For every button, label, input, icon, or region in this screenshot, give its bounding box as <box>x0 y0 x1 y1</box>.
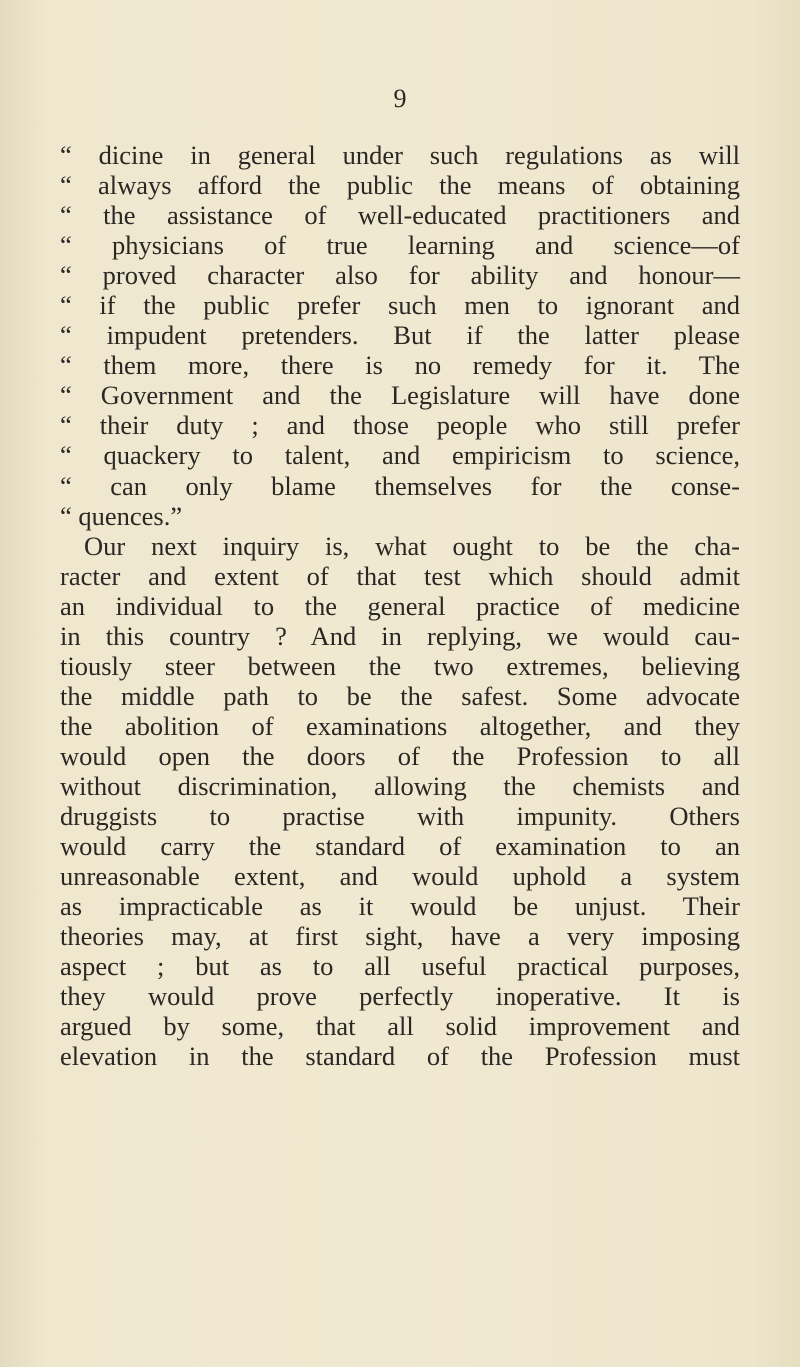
text-line: “ them more, there is no remedy for it. The <box>60 350 740 381</box>
text-line: “ their duty ; and those people who still prefer <box>60 410 740 441</box>
page-number: 9 <box>393 84 407 113</box>
text-line: unreasonable extent, and would uphold a system <box>60 861 740 892</box>
text-line: druggists to practise with impunity. Others <box>60 801 740 832</box>
text-line: they would prove perfectly inoperative. It is <box>60 981 740 1012</box>
text-line: as impracticable as it would be unjust. Their <box>60 891 740 922</box>
text-line: “ if the public prefer such men to ignorant and <box>60 290 740 321</box>
text-line: the middle path to be the safest. Some advocate <box>60 680 740 711</box>
text-line: “ quackery to talent, and empiricism to science, <box>60 440 740 471</box>
text-line: theories may, at first sight, have a very imposing <box>60 921 740 952</box>
text-line: an individual to the general practice of medicine <box>60 590 740 621</box>
text-line: would carry the standard of examination to an <box>60 831 740 862</box>
text-line: without discrimination, allowing the chemists and <box>60 770 740 801</box>
text-line: racter and extent of that test which should admit <box>60 560 740 591</box>
text-line: “ the assistance of well-educated practitioners and <box>60 200 740 231</box>
text-line: elevation in the standard of the Profession must <box>60 1041 740 1072</box>
text-line: “ physicians of true learning and science—of <box>60 230 740 261</box>
text-line: “ impudent pretenders. But if the latter please <box>60 320 740 351</box>
text-line: “ quences.” <box>60 500 183 531</box>
text-line: tiously steer between the two extremes, believing <box>60 650 740 681</box>
text-line: argued by some, that all solid improvement and <box>60 1011 740 1042</box>
text-line: “ dicine in general under such regulations as will <box>60 140 740 170</box>
text-line: “ proved character also for ability and honour— <box>60 260 740 291</box>
body-text <box>60 140 740 1071</box>
text-line: “ can only blame themselves for the conse- <box>60 470 740 501</box>
text-line: would open the doors of the Profession to all <box>60 740 740 771</box>
text-line: in this country ? And in replying, we would cau- <box>60 620 740 651</box>
text-line: “ always afford the public the means of obtaining <box>60 170 740 201</box>
text-line: aspect ; but as to all useful practical purposes, <box>60 951 740 982</box>
text-line: Our next inquiry is, what ought to be the cha- <box>84 530 740 561</box>
text-line: the abolition of examinations altogether, and they <box>60 710 740 741</box>
text-line: “ Government and the Legislature will have done <box>60 380 740 411</box>
